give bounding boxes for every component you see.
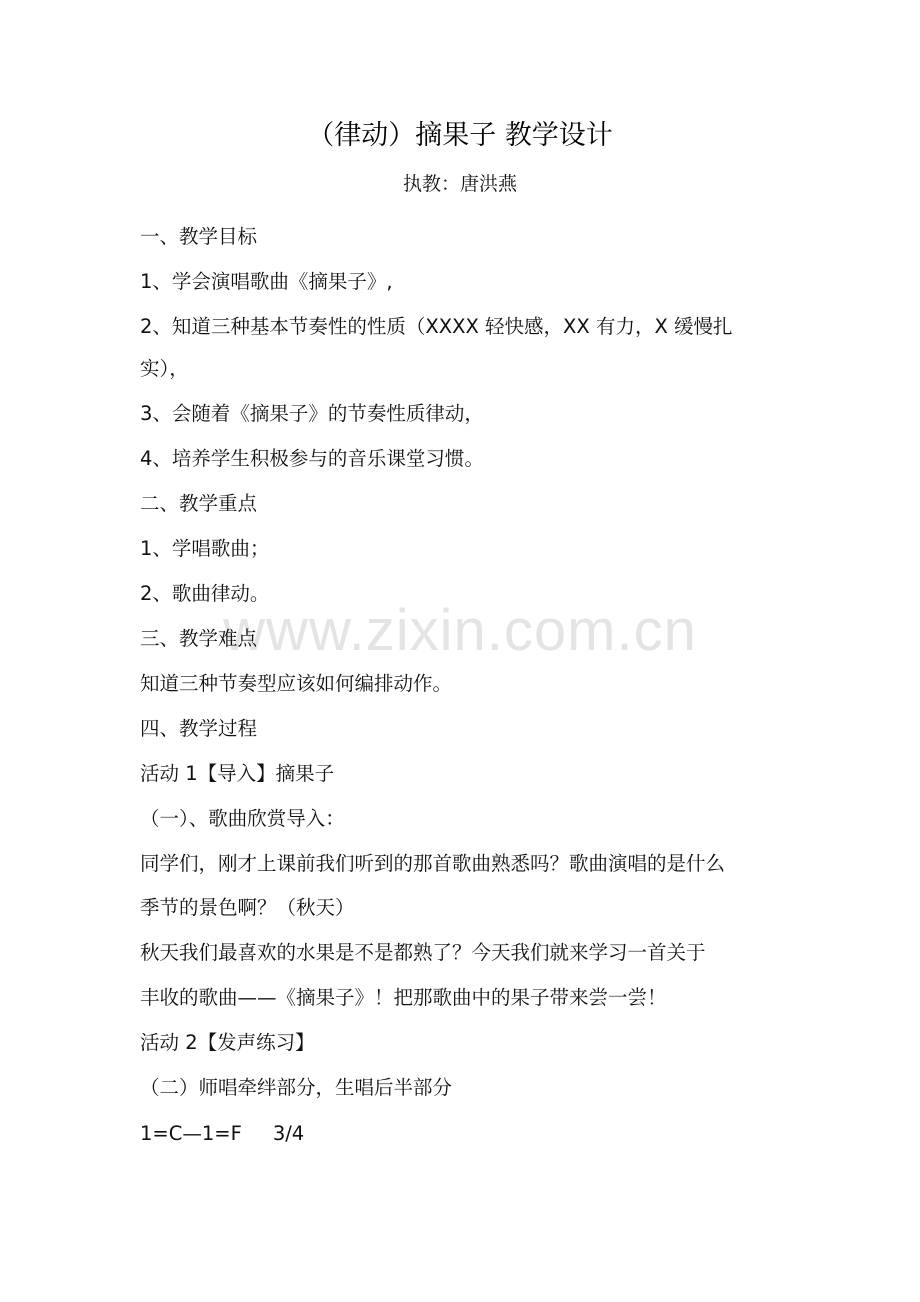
difficulty-text: 知道三种节奏型应该如何编排动作。	[140, 672, 453, 695]
key-signature-line: 1=C—1=F 3/4	[140, 1122, 305, 1145]
subsection-2-heading: （二）师唱牵绊部分，生唱后半部分	[140, 1076, 453, 1099]
objective-2: 2、知道三种基本节奏性的性质（XXXX 轻快感，XX 有力，X 缓慢扎	[140, 315, 733, 338]
section-heading-objectives: 一、教学目标	[140, 225, 258, 248]
key-point-2: 2、歌曲律动。	[140, 582, 270, 605]
section-heading-key-points: 二、教学重点	[140, 492, 258, 515]
objective-1: 1、学会演唱歌曲《摘果子》,	[140, 270, 393, 293]
objective-4: 4、培养学生积极参与的音乐课堂习惯。	[140, 447, 484, 470]
section-heading-process: 四、教学过程	[140, 717, 258, 740]
activity-1-heading: 活动 1【导入】摘果子	[140, 762, 335, 785]
objective-2-continued: 实），	[140, 357, 189, 380]
watermark-text: www.zixin.com.cn	[223, 598, 697, 663]
teacher-line: 执教：唐洪燕	[402, 173, 517, 195]
document-title: （律动）摘果子 教学设计	[307, 120, 613, 151]
subsection-1-heading: （一）、歌曲欣赏导入：	[140, 807, 345, 830]
activity-2-heading: 活动 2【发声练习】	[140, 1031, 315, 1054]
objective-3: 3、会随着《摘果子》的节奏性质律动，	[140, 402, 484, 425]
paragraph-1-line-1: 同学们，刚才上课前我们听到的那首歌曲熟悉吗？歌曲演唱的是什么	[140, 852, 726, 875]
key-point-1: 1、学唱歌曲；	[140, 537, 270, 560]
section-heading-difficulties: 三、教学难点	[140, 627, 258, 650]
paragraph-1-line-2: 季节的景色啊？（秋天）	[140, 896, 355, 919]
paragraph-2-line-1: 秋天我们最喜欢的水果是不是都熟了？今天我们就来学习一首关于	[140, 941, 706, 964]
paragraph-2-line-2: 丰收的歌曲——《摘果子》！把那歌曲中的果子带来尝一尝！	[140, 986, 667, 1009]
